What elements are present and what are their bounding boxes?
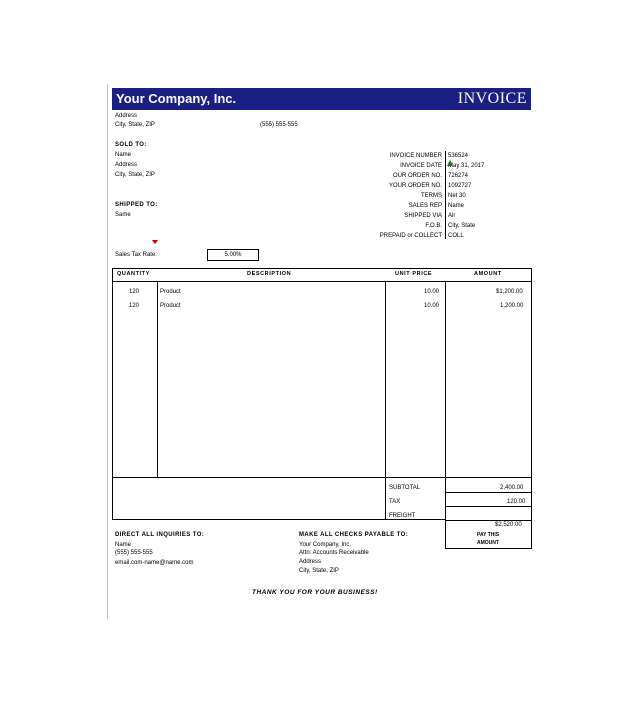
invoice-number[interactable]: 536524 <box>448 153 469 159</box>
sold-to-address: Address <box>115 162 138 168</box>
row-quantity[interactable]: 120 <box>129 289 140 295</box>
invoice-title: INVOICE <box>457 90 527 107</box>
inquiries-email[interactable]: email.com-name@name.com <box>115 560 194 566</box>
company-city: City, State, ZIP <box>115 122 155 128</box>
company-name: Your Company, Inc. <box>116 91 237 106</box>
total-box-left <box>445 520 446 549</box>
shipped-via[interactable]: Air <box>448 213 456 219</box>
header-unit-price: UNIT PRICE <box>395 271 433 277</box>
comment-marker-icon <box>152 240 158 244</box>
freight-underline <box>445 520 532 521</box>
invoice-date[interactable]: May 31, 2017 <box>448 163 485 169</box>
cell-cursor-icon <box>447 160 453 166</box>
terms[interactable]: Net 30 <box>448 193 466 199</box>
checks-city: City, State, ZIP <box>299 568 339 574</box>
checks-attn: Attn: Accounts Receivable <box>299 550 369 556</box>
tax-label: TAX <box>389 499 401 505</box>
table-header-border <box>112 281 532 282</box>
sold-to-label: SOLD TO: <box>115 142 147 148</box>
your-order-no[interactable]: 1092727 <box>448 183 472 189</box>
meta-label: PREPAID or COLLECT <box>379 233 442 239</box>
sold-to-city: City, State, ZIP <box>115 172 155 178</box>
header-description: DESCRIPTION <box>247 271 292 277</box>
checks-company: Your Company, Inc. <box>299 542 352 548</box>
table-top-border <box>112 268 532 269</box>
row-unit-price[interactable]: 10.00 <box>424 289 440 295</box>
meta-label: INVOICE DATE <box>400 163 442 169</box>
meta-label: SHIPPED VIA <box>404 213 442 219</box>
subtotal-label: SUBTOTAL <box>389 485 421 491</box>
our-order-no[interactable]: 726274 <box>448 173 469 179</box>
subtotal-value: 2,400.00 <box>500 485 524 491</box>
pay-this-label: PAY THIS <box>477 532 500 538</box>
sales-tax-input[interactable]: 5.00% <box>207 249 259 261</box>
header-quantity: QUANTITY <box>117 271 150 277</box>
inquiries-name: Name <box>115 542 132 548</box>
checks-address: Address <box>299 559 322 565</box>
subtotal-underline <box>445 492 532 493</box>
inquiries-phone: (555) 555-555 <box>115 550 153 556</box>
meta-label: TERMS <box>421 193 442 199</box>
fob[interactable]: City, State <box>448 223 476 229</box>
tax-underline <box>445 506 532 507</box>
row-quantity[interactable]: 120 <box>129 303 140 309</box>
total-box-bottom <box>445 548 532 549</box>
total-value: $2,520.00 <box>495 522 522 528</box>
freight-label: FREIGHT <box>389 513 416 519</box>
col-divider-price <box>445 281 446 520</box>
prepaid-or-collect[interactable]: COLL <box>448 233 464 239</box>
table-left-border <box>112 268 113 520</box>
invoice-header <box>112 88 531 110</box>
shipped-to-name: Same <box>115 212 131 218</box>
sales-tax-label: Sales Tax Rate: <box>115 252 157 258</box>
sales-rep[interactable]: Name <box>448 203 465 209</box>
company-address: Address <box>115 113 138 119</box>
row-unit-price[interactable]: 10.00 <box>424 303 440 309</box>
table-body-border <box>112 477 532 478</box>
col-divider-desc <box>385 281 386 520</box>
meta-label: SALES REP <box>408 203 442 209</box>
col-divider-qty <box>157 281 158 478</box>
checks-label: MAKE ALL CHECKS PAYABLE TO: <box>299 532 409 538</box>
row-description[interactable]: Product <box>160 303 181 309</box>
company-phone: (555) 555-555 <box>260 122 298 128</box>
row-amount: 1,200.00 <box>500 303 524 309</box>
meta-divider <box>445 151 446 239</box>
header-amount: AMOUNT <box>474 271 502 277</box>
meta-label: INVOICE NUMBER <box>389 153 442 159</box>
tax-value: 120.00 <box>507 499 526 505</box>
shipped-to-label: SHIPPED TO: <box>115 202 158 208</box>
page-edge <box>107 84 108 619</box>
meta-label: OUR ORDER NO. <box>392 173 442 179</box>
amount-label: AMOUNT <box>477 540 499 546</box>
row-amount: $1,200.00 <box>496 289 523 295</box>
meta-label: YOUR ORDER NO. <box>388 183 442 189</box>
thank-you-message: THANK YOU FOR YOUR BUSINESS! <box>252 589 378 596</box>
sold-to-name: Name <box>115 152 132 158</box>
row-description[interactable]: Product <box>160 289 181 295</box>
inquiries-label: DIRECT ALL INQUIRIES TO: <box>115 532 205 538</box>
meta-label: F.O.B. <box>425 223 442 229</box>
